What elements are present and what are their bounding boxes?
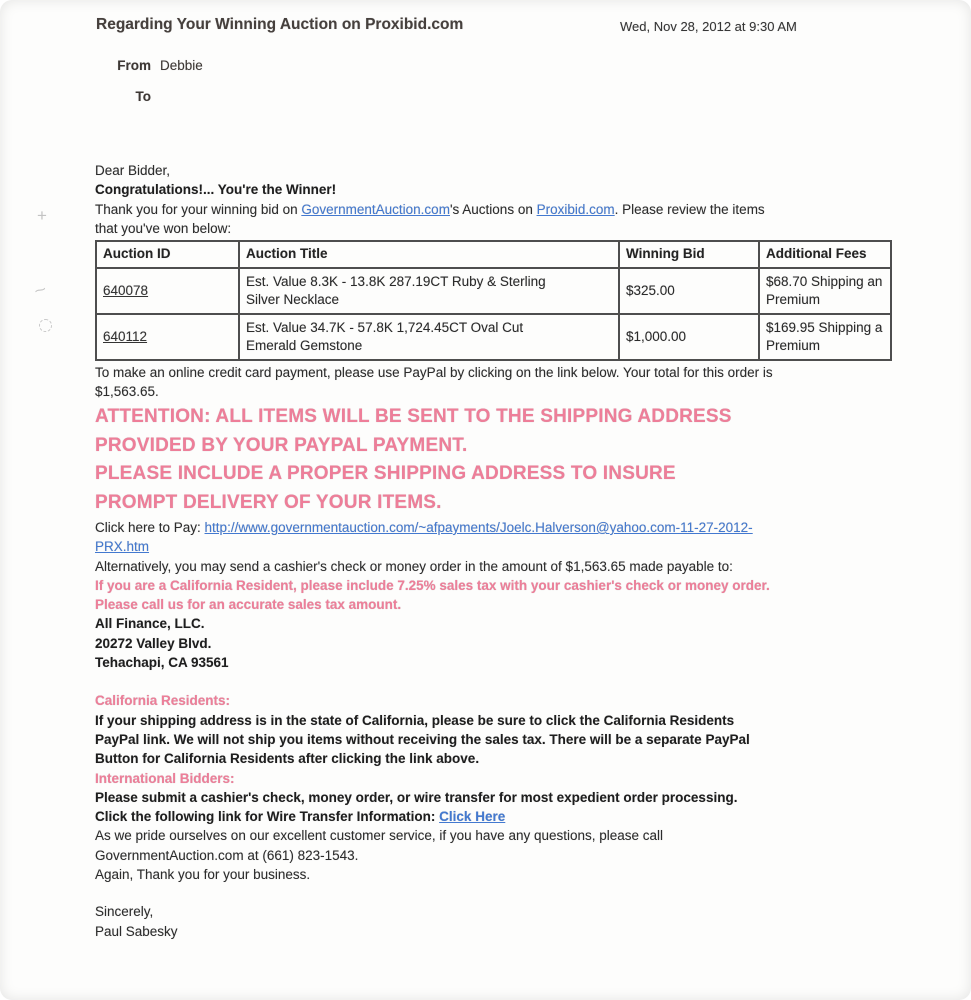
- thank-you-text-2: 's Auctions on: [449, 201, 537, 217]
- fees-line: Premium: [766, 338, 821, 354]
- auction-id-link[interactable]: 640112: [103, 328, 148, 344]
- california-text-line: Button for California Residents after clicking the link above.: [95, 751, 480, 767]
- pay-link-line-2: [95, 537, 971, 556]
- thank-you-text: Thank you for your winning bid on: [95, 201, 302, 217]
- california-text-line: PayPal link. We will not ship you items without receiving the sales tax. There will be a separate PayPal: [95, 731, 750, 747]
- thanks-line: Again, Thank you for your business.: [95, 867, 311, 883]
- california-tax-line: If you are a California Resident, please include 7.25% sales tax with your cashier's check or money order.: [95, 577, 770, 593]
- international-bidders-heading: International Bidders:: [95, 770, 235, 786]
- fees-line: $169.95 Shipping a: [766, 319, 883, 335]
- company-name: All Finance, LLC.: [95, 616, 205, 632]
- alternative-payment-line: Alternatively, you may send a cashier's check or money order in the amount of $1,563.65 made payable to:: [95, 558, 733, 574]
- customer-service-line: As we pride ourselves on our excellent customer service, if you have any questions, please call: [95, 828, 664, 844]
- company-street: 20272 Valley Blvd.: [95, 635, 212, 651]
- signature-name: Paul Sabesky: [95, 923, 178, 939]
- auction-id-cell: [96, 314, 239, 360]
- greeting-line: Dear Bidder,: [95, 163, 171, 178]
- additional-fees-cell: [759, 314, 891, 360]
- auction-id-link[interactable]: 640078: [103, 282, 149, 298]
- header-winning-bid: Winning Bid: [619, 241, 759, 268]
- winning-bid-cell: $325.00: [619, 268, 759, 314]
- auction-title-cell: [239, 268, 619, 314]
- additional-fees-cell: [759, 268, 891, 314]
- california-residents-heading: California Residents:: [95, 693, 231, 709]
- pay-link-label: Click here to Pay:: [95, 519, 205, 535]
- won-below-line: that you've won below:: [95, 220, 232, 236]
- to-label: To: [135, 89, 151, 104]
- fees-line: Premium: [766, 292, 821, 308]
- auction-table: [95, 240, 892, 361]
- international-text-line: Please submit a cashier's check, money order, or wire transfer for most expedient order processing.: [95, 789, 738, 805]
- attention-line: PROVIDED BY YOUR PAYPAL PAYMENT.: [95, 434, 468, 456]
- california-text-line: If your shipping address is in the state of California, please be sure to click the California Residents: [95, 712, 735, 728]
- table-row: [96, 314, 891, 360]
- attention-line: PROMPT DELIVERY OF YOUR ITEMS.: [95, 492, 442, 514]
- payment-url-link[interactable]: http://www.governmentauction.com/~afpayments/Joelc.Halverson@yahoo.com-11-27-2012-: [204, 519, 753, 535]
- order-total-line: $1,563.65.: [95, 384, 159, 400]
- auction-title-line: Est. Value 8.3K - 13.8K 287.19CT Ruby & Sterling: [246, 273, 546, 289]
- from-label: From: [117, 58, 151, 73]
- pay-link-line: [95, 518, 971, 537]
- auction-id-cell: [96, 268, 239, 314]
- auction-title-cell: [239, 314, 619, 360]
- email-from-row: [96, 58, 203, 73]
- email-subject: Regarding Your Winning Auction on Proxibid.com: [96, 16, 464, 33]
- payment-url-link-continued[interactable]: PRX.htm: [95, 539, 150, 555]
- winning-bid-cell: $1,000.00: [619, 314, 759, 360]
- attention-line: ATTENTION: ALL ITEMS WILL BE SENT TO THE SHIPPING ADDRESS: [95, 405, 732, 427]
- phone-line: GovernmentAuction.com at (661) 823-1543.: [95, 847, 359, 863]
- wire-transfer-label: Click the following link for Wire Transfer Information:: [95, 809, 440, 825]
- squiggle-mark-icon: ~: [32, 280, 49, 301]
- governmentauction-link[interactable]: GovernmentAuction.com: [301, 201, 450, 217]
- attention-line: PLEASE INCLUDE A PROPER SHIPPING ADDRESS TO INSURE: [95, 463, 676, 485]
- plus-mark-icon: +: [37, 206, 47, 225]
- fees-line: $68.70 Shipping an: [766, 273, 883, 289]
- tax-amount-line: Please call us for an accurate sales tax amount.: [95, 597, 402, 613]
- email-body: [95, 161, 971, 941]
- thank-you-text-3: . Please review the items: [614, 201, 765, 217]
- email-to-row: [96, 89, 151, 104]
- thank-you-line: [95, 200, 971, 219]
- gear-mark-icon: [39, 319, 52, 332]
- table-header-row: [96, 241, 891, 268]
- auction-title-line: Silver Necklace: [246, 292, 340, 308]
- from-value: Debbie: [160, 58, 203, 73]
- header-auction-id: Auction ID: [96, 241, 239, 268]
- header-additional-fees: Additional Fees: [759, 241, 891, 268]
- header-auction-title: Auction Title: [239, 241, 619, 268]
- wire-transfer-click-here-link[interactable]: Click Here: [439, 809, 506, 825]
- attention-block: [95, 403, 971, 518]
- auction-title-line: Est. Value 34.7K - 57.8K 1,724.45CT Oval Cut: [246, 319, 524, 335]
- signature-closing: Sincerely,: [95, 904, 154, 920]
- email-date: Wed, Nov 28, 2012 at 9:30 AM: [620, 19, 797, 34]
- table-row: [96, 268, 891, 314]
- congratulations-line: Congratulations!... You're the Winner!: [95, 182, 337, 198]
- payment-instructions-line: To make an online credit card payment, please use PayPal by clicking on the link below. Your total for this order is: [95, 365, 773, 381]
- auction-title-line: Emerald Gemstone: [246, 338, 363, 354]
- wire-transfer-line: [95, 807, 971, 826]
- proxibid-link[interactable]: Proxibid.com: [536, 201, 615, 217]
- company-city: Tehachapi, CA 93561: [95, 655, 229, 671]
